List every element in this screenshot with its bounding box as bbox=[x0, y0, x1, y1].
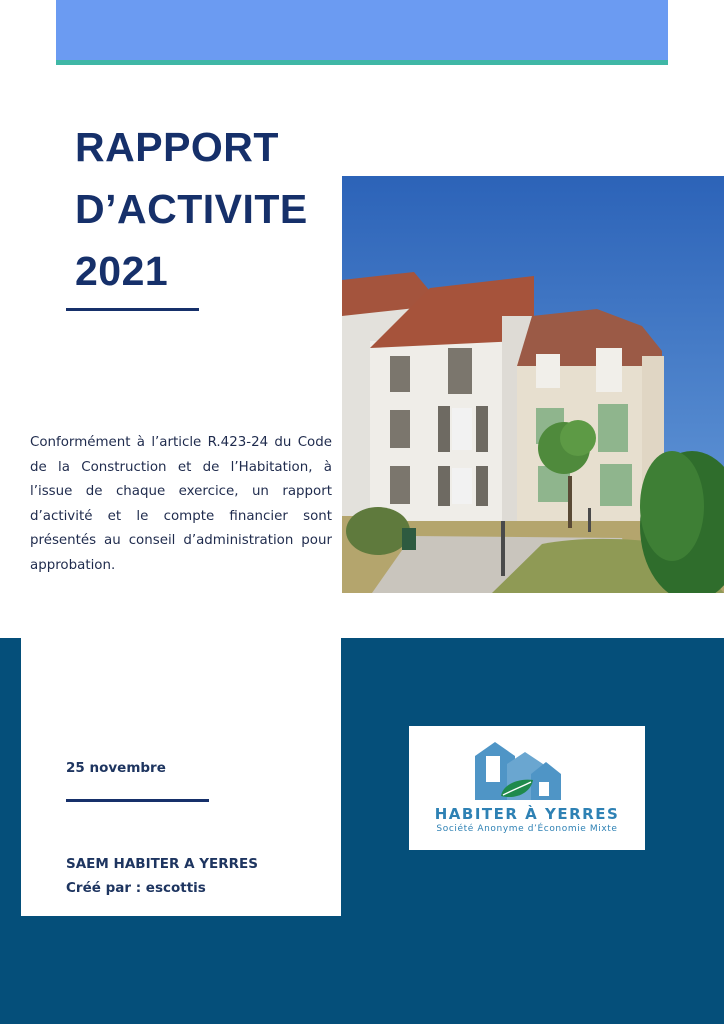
company-logo bbox=[409, 726, 645, 850]
report-title bbox=[75, 116, 308, 302]
title-line-3: 2021 bbox=[75, 248, 169, 294]
intro-paragraph: Conformément à l’article R.423-24 du Code de la Construction et de l’Habitation, à l’issue de chaque exercice, un rapport d’activité et le compte financier sont présentés au conseil d’administration pour approbation. bbox=[30, 435, 332, 573]
header-accent-line bbox=[56, 60, 668, 65]
title-line-2: D’ACTIVITE bbox=[75, 186, 308, 232]
header-band bbox=[56, 0, 668, 60]
report-date: 25 novembre bbox=[66, 760, 166, 776]
building-photo bbox=[342, 176, 724, 593]
houses-with-leaf-icon bbox=[473, 742, 565, 804]
logo-subtitle: Société Anonyme d’Économie Mixte bbox=[436, 824, 618, 834]
title-underline bbox=[66, 308, 199, 311]
author-line: Créé par : escottis bbox=[66, 880, 206, 896]
logo-name: HABITER À YERRES bbox=[434, 805, 620, 823]
info-card bbox=[21, 638, 341, 916]
organization-name: SAEM HABITER A YERRES bbox=[66, 856, 258, 872]
date-underline bbox=[66, 799, 209, 802]
title-line-1: RAPPORT bbox=[75, 124, 279, 170]
